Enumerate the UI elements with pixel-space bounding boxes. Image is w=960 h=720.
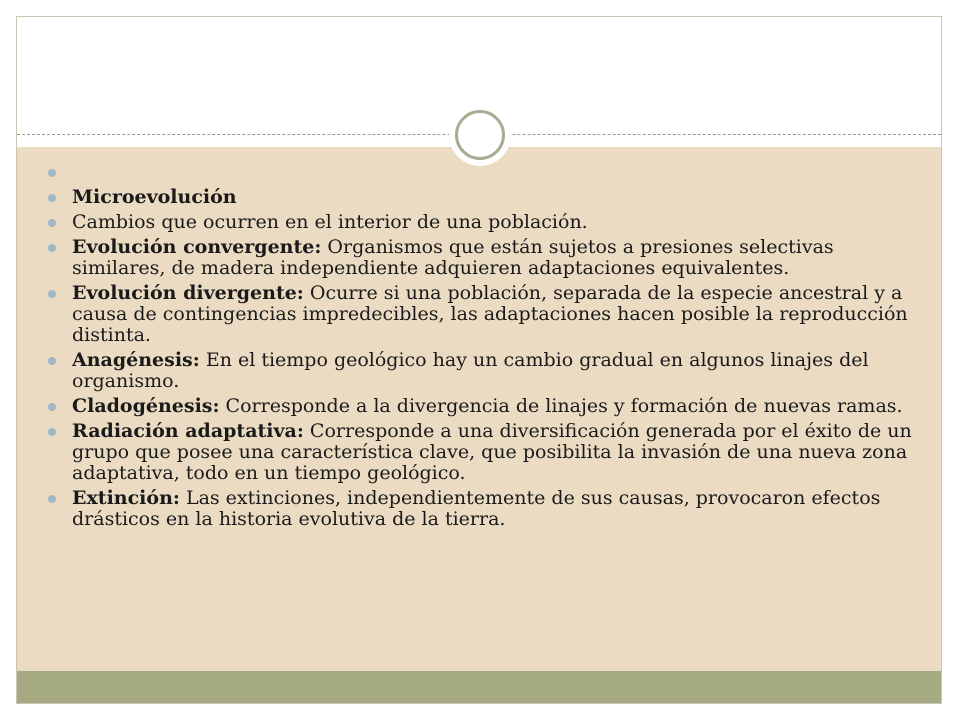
list-item-empty xyxy=(72,162,912,183)
list-item xyxy=(72,396,912,417)
list-item xyxy=(72,488,912,530)
circle-ornament-icon xyxy=(449,104,511,166)
item-text: En el tiempo geológico hay un cambio gradual en algunos linajes del organismo. xyxy=(72,349,869,392)
item-term: Evolución divergente: xyxy=(72,282,304,304)
item-term: Microevolución xyxy=(72,186,237,208)
outer-ring xyxy=(455,110,505,160)
list-item xyxy=(72,421,912,484)
item-text: Ocurre si una población, separada de la especie ancestral y a causa de contingencias impredecibles, las adaptaciones hacen posible la reproducción distinta. xyxy=(72,282,908,346)
item-text: Cambios que ocurren en el interior de una población. xyxy=(72,211,588,233)
item-term: Cladogénesis: xyxy=(72,395,220,417)
list-item xyxy=(72,187,912,208)
list-item xyxy=(72,350,912,392)
list-item xyxy=(72,283,912,346)
item-term: Extinción: xyxy=(72,487,180,509)
list-item xyxy=(72,237,912,279)
list-item xyxy=(72,212,912,233)
item-text: Corresponde a la divergencia de linajes y formación de nuevas ramas. xyxy=(219,395,903,417)
bullet-list xyxy=(72,162,912,534)
item-term: Anagénesis: xyxy=(72,349,200,371)
footer-bar xyxy=(17,671,941,704)
item-term: Radiación adaptativa: xyxy=(72,420,304,442)
item-text: Las extinciones, independientemente de sus causas, provocaron efectos drásticos en la historia evolutiva de la tierra. xyxy=(72,487,881,530)
item-term: Evolución convergente: xyxy=(72,236,322,258)
item-text: Organismos que están sujetos a presiones selectivas similares, de madera independiente adquieren adaptaciones equivalentes. xyxy=(72,236,834,279)
item-text: Corresponde a una diversificación generada por el éxito de un grupo que posee una característica clave, que posibilita la invasión de una nueva zona adaptativa, todo en un tiempo geológico. xyxy=(72,420,912,484)
